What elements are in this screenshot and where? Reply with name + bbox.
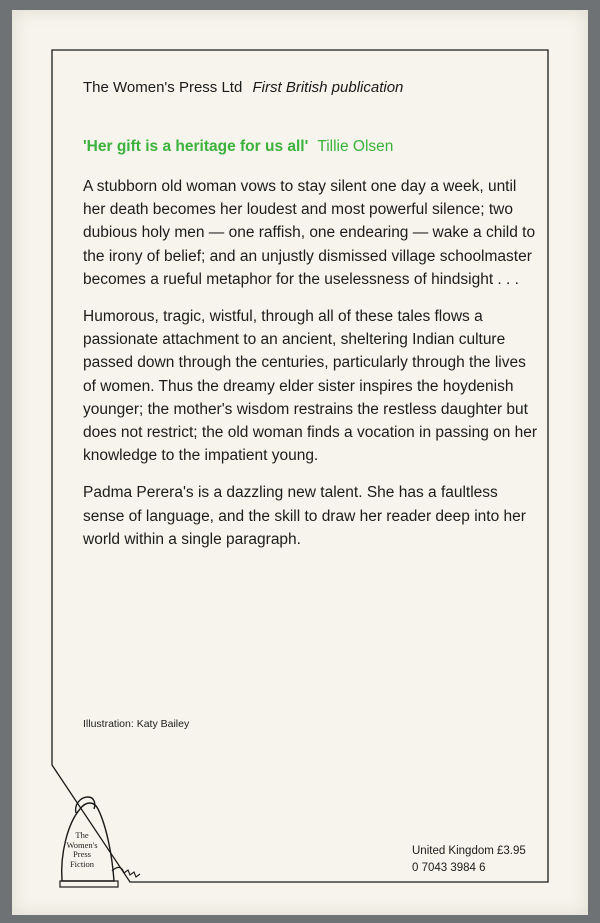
- quote-attribution: Tillie Olsen: [317, 138, 394, 155]
- logo-line: Fiction: [69, 858, 95, 869]
- isbn: 0 7043 3984 6: [412, 862, 486, 874]
- logo-line: The: [75, 830, 89, 840]
- edition-note: First British publication: [252, 79, 404, 96]
- back-cover: [12, 10, 588, 915]
- pull-quote: [83, 138, 393, 156]
- price-line: United Kingdom £3.95: [412, 845, 526, 857]
- price-block: [412, 843, 526, 877]
- quote-text: 'Her gift is a heritage for us all': [83, 138, 309, 155]
- publisher-name: The Women's Press Ltd: [83, 79, 243, 96]
- logo-line: Press: [73, 849, 91, 859]
- publisher-line: [83, 79, 403, 96]
- blurb-paragraph: Humorous, tragic, wistful, through all of these tales flows a passionate attachment to an ancient, sheltering Indian culture passed down through the centuries, particularly through the lives of women. Thus the dreamy elder sister inspires the hoydenish younger; the mother's wisdom restrains the restless daughter but does not restrict; the old woman finds a vocation in passing on her knowledge to the impatient young.: [83, 308, 538, 465]
- blurb: [83, 175, 543, 565]
- logo-text: [60, 831, 104, 869]
- blurb-paragraph: Padma Perera's is a dazzling new talent. She has a faultless sense of language, and the skill to draw her reader deep into her world within a single paragraph.: [83, 484, 526, 548]
- logo-line: Women's: [66, 839, 98, 850]
- illustration-credit: Illustration: Katy Bailey: [83, 718, 190, 730]
- blurb-paragraph: A stubborn old woman vows to stay silent one day a week, until her death becomes her loudest and most powerful silence; two dubious holy men — one raffish, one endearing — wake a child to the irony of belief; and an unjustly dismissed village schoolmaster becomes a rueful metaphor for the uselessness of hindsight . . .: [83, 178, 536, 288]
